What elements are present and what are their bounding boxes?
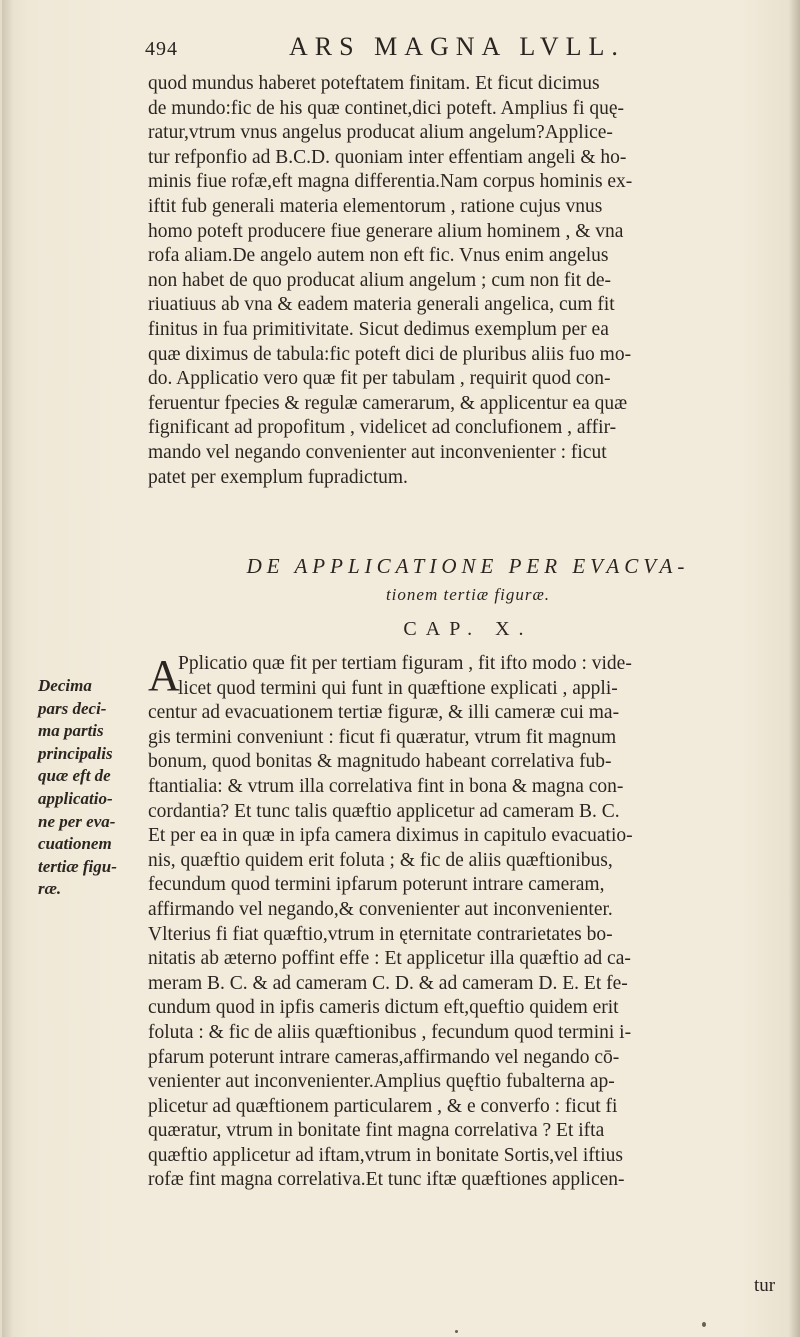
margin-note-line: ræ. [38,879,62,899]
text-line: foluta : & fic de aliis quæftionibus , fecundum quod termini i- [148,1021,632,1043]
page-edge-shadow [788,0,800,1337]
margin-note-line: tertiæ figu- [38,856,117,876]
text-line: minis fiue rofæ,eft magna differentia.Nam corpus hominis ex- [148,171,633,193]
text-line: licet quod termini qui funt in quæftione explicati , appli- [178,677,618,699]
text-line: Et per ea in quæ in ipfa camera diximus in capitulo evacuatio- [148,825,633,847]
top-paragraph [148,72,788,490]
text-line: meram B. C. & ad cameram C. D. & ad cameram D. E. Et fe- [148,972,628,994]
page-number: 494 [145,38,178,60]
text-line: non habet de quo producat alium angelum ; cum non fit de- [148,269,612,291]
text-line: do. Applicatio vero quæ fit per tabulam , requirit quod con- [148,368,611,390]
text-line: bonum, quod bonitas & magnitudo habeant correlativa fub- [148,751,612,773]
paper-speck [455,1330,458,1333]
text-line: Vlterius fi fiat quæftio,vtrum in ęternitate contrarietates bo- [148,923,613,945]
chapter-body [148,652,788,1193]
text-line: ftantialia: & vtrum illa correlativa fint in bona & magna con- [148,775,624,797]
text-line: ratur,vtrum vnus angelus producat alium angelum?Applice- [148,122,613,144]
text-line: centur ad evacuationem tertiæ figuræ, & illi cameræ cui ma- [148,702,620,724]
margin-note-line: principalis [38,743,113,763]
text-line: cordantia? Et tunc talis quæftio applicetur ad cameram B. C. [148,800,620,822]
text-line: nitatis ab æterno poffint effe : Et applicetur illa quæftio ad ca- [148,948,631,970]
text-line: quod mundus haberet poteftatem finitam. Et ficut dicimus [148,73,600,94]
text-line: rofa aliam.De angelo autem non eft fic. Vnus enim angelus [148,245,609,267]
text-line: pfarum poterunt intrare cameras,affirmando vel negando cō- [148,1046,620,1068]
binding-gutter [2,0,12,1337]
margin-note [38,675,142,901]
text-line: Pplicatio quæ fit per tertiam figuram , fit ifto modo : vide- [178,653,632,674]
chapter-title-line2: tionem tertiæ figuræ. [385,585,551,604]
catchword: tur [754,1275,776,1296]
margin-note-line: pars deci- [38,698,107,718]
text-line: cundum quod in ipfis cameris dictum eft,queftio quidem erit [148,997,619,1019]
text-line: homo poteft producere fiue generare alium hominem , & vna [148,220,624,242]
text-line: quæratur, vtrum in bonitate fint magna correlativa ? Et ifta [148,1120,605,1142]
text-line: de mundo:fic de his quæ continet,dici poteft. Amplius fi quę- [148,97,625,119]
drop-cap: A [148,651,180,700]
margin-note-line: cuationem [38,834,112,854]
text-line: feruentur fpecies & regulæ camerarum, & applicentur ea quæ [148,392,628,414]
page-header [145,28,675,64]
text-line: gis termini conveniunt : ficut fi quæratur, vtrum fit magnum [148,726,617,748]
text-line: quæftio applicetur ad iftam,vtrum in bonitate Sortis,vel iftius [148,1144,623,1166]
margin-note-line: ne per eva- [38,811,116,831]
text-line: riuatiuus ab vna & eadem materia generali angelica, cum fit [148,294,615,316]
text-line: patet per exemplum fupradictum. [148,466,408,488]
text-line: affirmando vel negando,& convenienter aut inconvenienter. [148,898,613,920]
chapter-title-line1: DE APPLICATIONE PER EVACVA- [246,554,690,578]
chapter-number: CAP. X. [403,618,533,640]
text-line: nis, quæftio quidem erit foluta ; & fic de aliis quæftionibus, [148,849,613,871]
margin-note-line: Decima [38,676,92,695]
running-title: ARS MAGNA LVLL. [289,32,625,61]
text-line: fecundum quod termini ipfarum poterunt intrare cameram, [148,874,605,896]
text-line: quæ diximus de tabula:fic poteft dici de pluribus aliis fuo mo- [148,343,632,365]
text-line: finitus in fua primitivitate. Sicut dedimus exemplum per ea [148,318,609,340]
text-line: tur refponfio ad B.C.D. quoniam inter effentiam angeli & ho- [148,146,627,168]
margin-note-line: ma partis [38,721,104,741]
text-line: iftit fub generali materia elementorum , ratione cujus vnus [148,195,603,217]
chapter-title [148,554,788,605]
text-line: plicetur ad quæftionem particularem , & e converfo : ficut fi [148,1095,618,1117]
text-line: fignificant ad propofitum , videlicet ad conclufionem , affir- [148,417,617,439]
paper-speck [702,1322,706,1327]
text-line: rofæ fint magna correlativa.Et tunc iftæ quæftiones applicen- [148,1169,625,1191]
margin-note-line: quæ eft de [38,766,111,786]
margin-note-line: applicatio- [38,788,113,808]
text-line: venienter aut inconvenienter.Amplius quęftio fubalterna ap- [148,1071,615,1093]
text-line: mando vel negando convenienter aut inconvenienter : ficut [148,441,607,463]
